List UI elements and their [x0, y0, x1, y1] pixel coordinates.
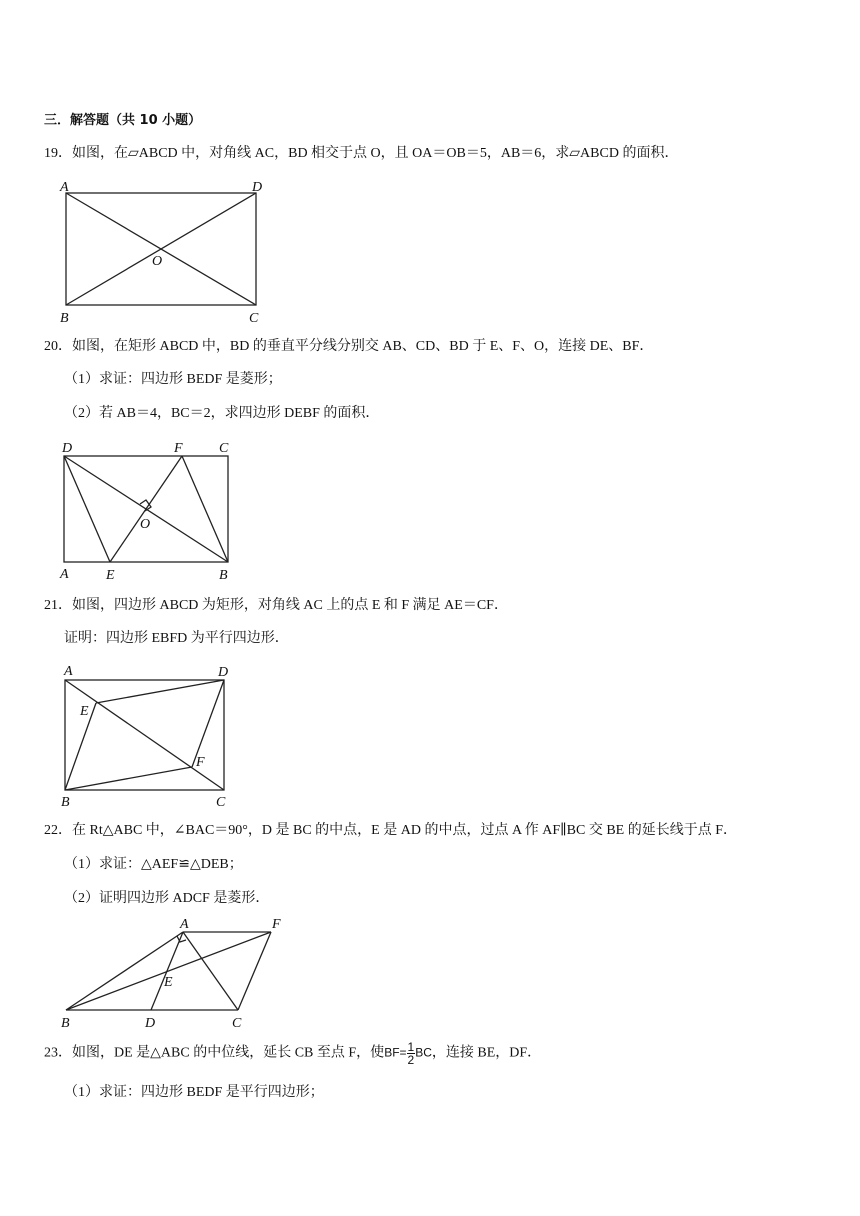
q20-text: 20．如图，在矩形 ABCD 中，BD 的垂直平分线分别交 AB、CD、BD 于 E、F、O，连接 DE、BF．: [44, 339, 654, 354]
q20-label-e: E: [106, 568, 115, 583]
q23-formula-lhs: BF=: [384, 1045, 407, 1060]
q21-label-e: E: [80, 704, 89, 719]
q22-figure: [56, 914, 296, 1034]
q22-label-c: C: [232, 1016, 242, 1031]
q22-label-f: F: [272, 917, 281, 932]
q19-label-c: C: [249, 311, 259, 326]
q21-label-a: A: [64, 664, 73, 679]
q20-label-a: A: [60, 567, 69, 582]
q22-text: 22．在 Rt△ABC 中，∠BAC＝90°，D 是 BC 的中点，E 是 AD 的中点，过点 A 作 AF∥BC 交 BE 的延长线于点 F．: [44, 823, 738, 838]
q19-label-a: A: [60, 180, 69, 195]
q22-label-e: E: [164, 975, 173, 990]
q23-text: [44, 1041, 541, 1066]
q21-label-c: C: [216, 795, 226, 810]
q21-part1: 证明：四边形 EBFD 为平行四边形．: [64, 631, 289, 646]
q21-text: 21．如图，四边形 ABCD 为矩形，对角线 AC 上的点 E 和 F 满足 AE＝CF．: [44, 598, 508, 613]
q20-part1: （1）求证：四边形 BEDF 是菱形；: [64, 372, 282, 387]
q23-formula-rhs: BC: [415, 1045, 432, 1060]
q23-formula-num: 1: [407, 1040, 415, 1054]
q20-figure: [56, 438, 246, 583]
q22-label-b: B: [61, 1016, 70, 1031]
q22-part1: （1）求证：△AEF≌△DEB；: [64, 857, 243, 872]
q19-figure: [56, 176, 276, 326]
q19-label-d: D: [252, 180, 263, 195]
q19-text: 19．如图，在▱ABCD 中，对角线 AC，BD 相交于点 O，且 OA＝OB＝5，AB＝6，求▱ABCD 的面积．: [44, 146, 679, 161]
q23-formula: [384, 1041, 432, 1066]
q23-text-after: ，连接 BE，DF．: [431, 1045, 542, 1061]
q21-figure: [56, 660, 246, 810]
q20-label-b: B: [219, 568, 228, 583]
q19-label-b: B: [60, 311, 69, 326]
q22-label-a: A: [180, 917, 189, 932]
q20-label-f: F: [174, 441, 183, 456]
q20-label-d: D: [62, 441, 73, 456]
q21-label-d: D: [218, 665, 229, 680]
q21-label-b: B: [61, 795, 70, 810]
q23-text-before: 23．如图，DE 是△ABC 的中位线，延长 CB 至点 F，使: [44, 1045, 385, 1061]
q23-formula-fraction: [407, 1041, 416, 1066]
q23-formula-den: 2: [407, 1053, 415, 1067]
q22-label-d: D: [145, 1016, 156, 1031]
q20-label-c: C: [219, 441, 229, 456]
q21-label-f: F: [196, 755, 205, 770]
q20-label-o: O: [140, 517, 151, 532]
q19-label-o: O: [152, 254, 163, 269]
section-title: 三．解答题（共 10 小题）: [44, 113, 202, 128]
q23-part1: （1）求证：四边形 BEDF 是平行四边形；: [64, 1085, 324, 1100]
q22-part2: （2）证明四边形 ADCF 是菱形．: [64, 891, 270, 906]
q20-part2: （2）若 AB＝4，BC＝2，求四边形 DEBF 的面积．: [64, 406, 380, 421]
